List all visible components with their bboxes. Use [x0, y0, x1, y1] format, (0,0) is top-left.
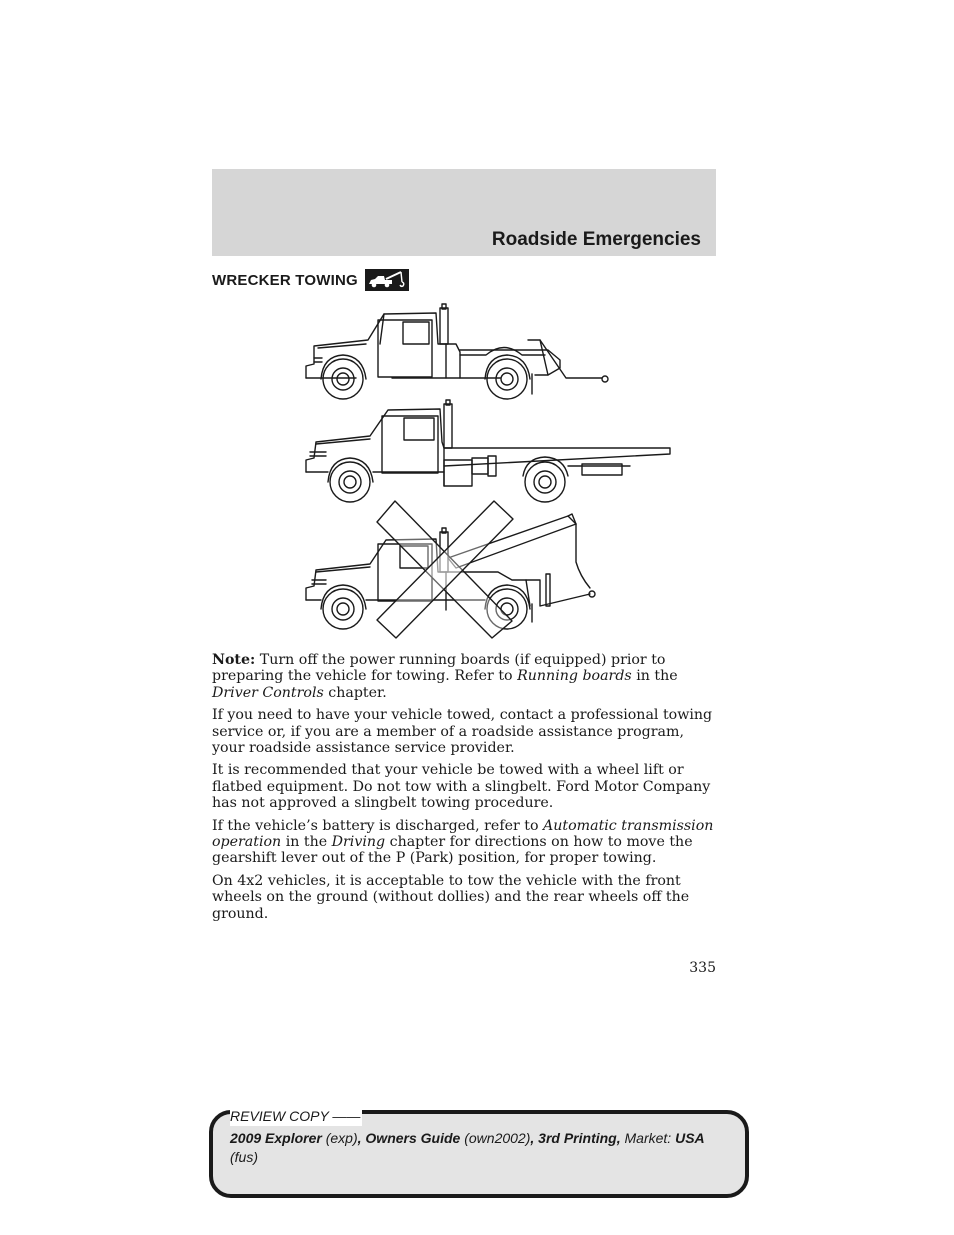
wheel-lift-truck [306, 304, 608, 399]
note-text: chapter. [323, 684, 387, 701]
page-title: Roadside Emergencies [491, 229, 701, 250]
prohibited-x-icon [377, 501, 513, 638]
section-title: WRECKER TOWING [212, 271, 358, 289]
header-band [212, 169, 716, 256]
guide-name: , Owners Guide [357, 1130, 461, 1146]
note-text: Turn off the power running boards (if equipped) prior to preparing the vehicle for towing. Refer to [212, 652, 666, 685]
market: USA [675, 1130, 705, 1146]
driving-ref: Driving [331, 834, 386, 851]
guide-code: (own2002) [460, 1130, 531, 1146]
tow-truck-icon [365, 269, 409, 291]
flatbed-truck [306, 400, 670, 502]
note-paragraph [212, 652, 718, 701]
running-boards-ref: Running boards [517, 668, 632, 685]
section-heading [212, 268, 409, 292]
paragraph-battery [212, 818, 718, 867]
note-label: Note: [212, 652, 256, 668]
paragraph-professional-towing: If you need to have your vehicle towed, contact a professional towing service or, if you are a member of a roadside assistance program, your roadside assistance service provider. [212, 707, 713, 757]
driver-controls-ref: Driver Controls [212, 684, 324, 701]
review-copy-label: REVIEW COPY —— [230, 1108, 361, 1124]
battery-text: in the [281, 834, 332, 851]
printing: , 3rd Printing, [530, 1130, 621, 1146]
market-code: (fus) [230, 1149, 258, 1165]
note-text: in the [631, 668, 678, 685]
paragraph-wheel-lift: It is recommended that your vehicle be towed with a wheel lift or flatbed equipment. Do not tow with a slingbelt. Ford Motor Company has not approved a slingbelt towing procedure. [212, 762, 711, 812]
battery-text: If the vehicle’s battery is discharged, refer to [212, 817, 544, 834]
body-text [212, 652, 718, 928]
model-code: (exp) [321, 1130, 358, 1146]
towing-illustration [300, 300, 680, 645]
model-name: 2009 Explorer [230, 1130, 322, 1146]
paragraph-4x2: On 4x2 vehicles, it is acceptable to tow the vehicle with the front wheels on the ground (without dollies) and the rear wheels off the ground. [212, 872, 690, 922]
market-label: Market: [620, 1130, 676, 1146]
page-number: 335 [689, 960, 716, 976]
automatic-transmission-ref: Automatic transmission operation [212, 817, 714, 851]
battery-text: chapter for directions on how to move the gearshift lever out of the P (Park) position, for proper towing. [212, 834, 693, 867]
publication-info [230, 1129, 735, 1167]
